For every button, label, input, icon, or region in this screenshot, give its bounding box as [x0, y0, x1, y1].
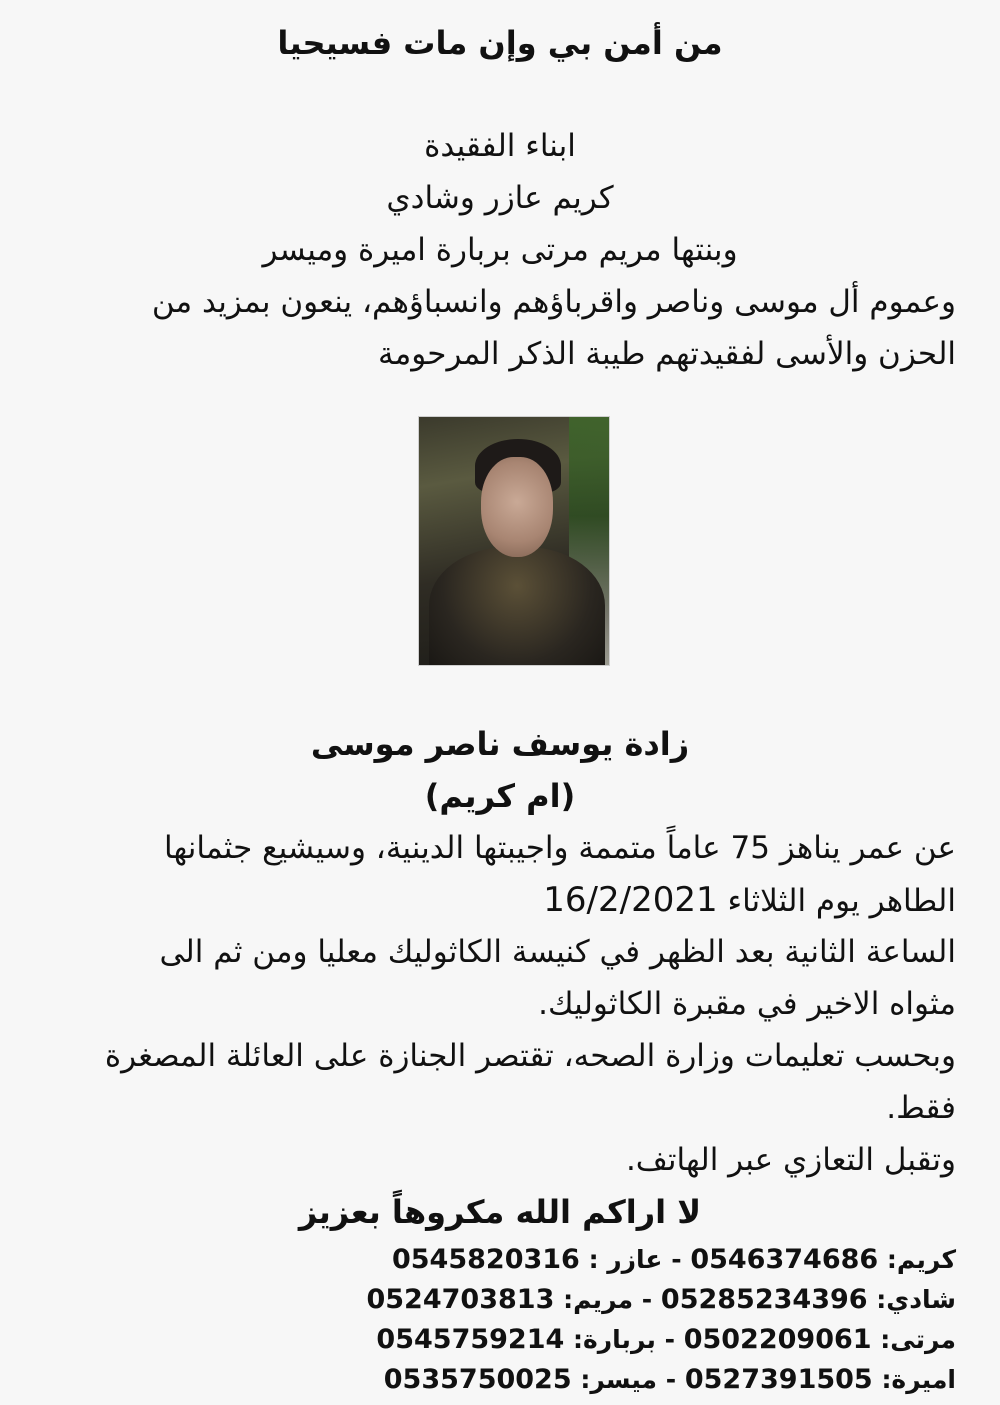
phone-number[interactable]: 0502209061 — [683, 1324, 872, 1355]
contact-name: شادي: — [876, 1285, 956, 1314]
phone-number[interactable]: 0546374686 — [690, 1244, 879, 1275]
photo-face — [481, 457, 553, 557]
deceased-name: زادة يوسف ناصر موسى — [310, 725, 690, 763]
body-line-4: مثواه الاخير في مقبرة الكاثوليك. — [538, 986, 956, 1022]
phone-row — [56, 1240, 956, 1280]
phone-number[interactable]: 0527391505 — [684, 1364, 873, 1395]
funeral-date: 16/2/2021 — [543, 880, 718, 920]
photo-figure — [429, 547, 605, 666]
contact-name: كريم: — [886, 1245, 956, 1274]
contact-name: مرتى: — [880, 1325, 956, 1354]
body-line-2-text: الطاهر يوم الثلاثاء — [727, 883, 956, 919]
contact-name: اميرة: — [881, 1365, 956, 1394]
phone-number[interactable]: 0524703813 — [366, 1284, 555, 1315]
contact-name: - بربارة: — [573, 1325, 675, 1354]
intro-line-5: الحزن والأسى لفقيدتهم طيبة الذكر المرحومة — [378, 336, 956, 372]
phone-number[interactable]: 05285234396 — [660, 1284, 868, 1315]
phone-number[interactable]: 0545820316 — [391, 1244, 580, 1275]
intro-line-1: ابناء الفقيدة — [424, 128, 576, 164]
verse-title: من أمن بي وإن مات فسيحيا — [277, 24, 723, 62]
body-line-2 — [56, 874, 956, 927]
contact-name: - ميسر: — [580, 1365, 677, 1394]
phone-number[interactable]: 0535750025 — [383, 1364, 572, 1395]
contact-name: - مريم: — [563, 1285, 653, 1314]
phone-row — [56, 1360, 956, 1400]
deceased-nickname: (ام كريم) — [424, 777, 576, 815]
closing-phrase: لا اراكم الله مكروهاً بعزيز — [298, 1193, 702, 1231]
deceased-photo — [418, 416, 610, 666]
phone-row — [56, 1280, 956, 1320]
phone-row — [56, 1320, 956, 1360]
body-line-3: الساعة الثانية بعد الظهر في كنيسة الكاثوليك معليا ومن ثم الى — [159, 934, 956, 970]
phone-number[interactable]: 0545759214 — [376, 1324, 565, 1355]
body-line-5: وبحسب تعليمات وزارة الصحه، تقتصر الجنازة على العائلة المصغرة — [104, 1038, 956, 1074]
contact-name: - عازر : — [588, 1245, 682, 1274]
body-line-1: عن عمر يناهز 75 عاماً متممة واجيبتها الدينية، وسيشيع جثمانها — [164, 830, 956, 866]
intro-line-4: وعموم أل موسى وناصر واقرباؤهم وانسباؤهم، ينعون بمزيد من — [151, 284, 956, 320]
intro-line-2: كريم عازر وشادي — [386, 180, 614, 216]
body-line-7: وتقبل التعازي عبر الهاتف. — [625, 1142, 956, 1178]
intro-line-3: وبنتها مريم مرتى بربارة اميرة وميسر — [262, 232, 738, 268]
body-line-6: فقط. — [886, 1090, 956, 1126]
